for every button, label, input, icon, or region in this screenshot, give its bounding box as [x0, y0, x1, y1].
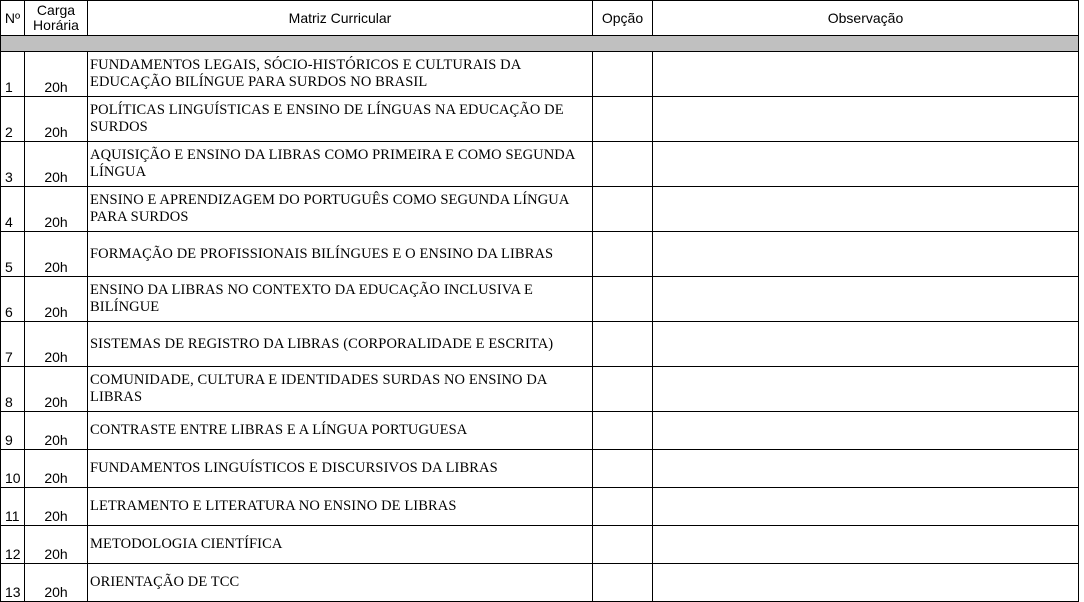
- row-observation-cell[interactable]: [653, 488, 1079, 526]
- table-row: [1, 367, 1079, 412]
- table-row: [1, 52, 1079, 97]
- row-subject: ENSINO DA LIBRAS NO CONTEXTO DA EDUCAÇÃO INCLUSIVA E BILÍNGUE: [88, 277, 593, 322]
- gray-separator-cell: [1, 36, 1079, 52]
- row-observation-cell[interactable]: [653, 232, 1079, 277]
- row-workload: 20h: [25, 367, 88, 412]
- row-workload: 20h: [25, 232, 88, 277]
- row-option-cell[interactable]: [593, 564, 653, 602]
- row-subject: ORIENTAÇÃO DE TCC: [88, 564, 593, 602]
- header-workload-line2: Horária: [33, 17, 79, 33]
- row-subject: AQUISIÇÃO E ENSINO DA LIBRAS COMO PRIMEIRA E COMO SEGUNDA LÍNGUA: [88, 142, 593, 187]
- row-number: 13: [1, 564, 25, 602]
- row-option-cell[interactable]: [593, 232, 653, 277]
- row-number: 5: [1, 232, 25, 277]
- table-row: [1, 97, 1079, 142]
- row-number: 1: [1, 52, 25, 97]
- row-observation-cell[interactable]: [653, 412, 1079, 450]
- row-workload: 20h: [25, 412, 88, 450]
- row-observation-cell[interactable]: [653, 142, 1079, 187]
- row-option-cell[interactable]: [593, 367, 653, 412]
- gray-separator-row: [1, 36, 1079, 52]
- row-subject: POLÍTICAS LINGUÍSTICAS E ENSINO DE LÍNGUAS NA EDUCAÇÃO DE SURDOS: [88, 97, 593, 142]
- row-workload: 20h: [25, 187, 88, 232]
- header-row: [1, 1, 1079, 36]
- header-workload: [25, 1, 88, 36]
- row-option-cell[interactable]: [593, 322, 653, 367]
- row-number: 11: [1, 488, 25, 526]
- row-number: 9: [1, 412, 25, 450]
- row-subject: COMUNIDADE, CULTURA E IDENTIDADES SURDAS NO ENSINO DA LIBRAS: [88, 367, 593, 412]
- row-workload: 20h: [25, 450, 88, 488]
- row-option-cell[interactable]: [593, 97, 653, 142]
- table-row: [1, 142, 1079, 187]
- row-workload: 20h: [25, 142, 88, 187]
- row-observation-cell[interactable]: [653, 564, 1079, 602]
- row-workload: 20h: [25, 488, 88, 526]
- table-row: [1, 412, 1079, 450]
- row-option-cell[interactable]: [593, 187, 653, 232]
- table-row: [1, 488, 1079, 526]
- header-observation: Observação: [653, 1, 1079, 36]
- row-observation-cell[interactable]: [653, 450, 1079, 488]
- table-row: [1, 232, 1079, 277]
- row-option-cell[interactable]: [593, 142, 653, 187]
- header-number: Nº: [1, 1, 25, 36]
- row-workload: 20h: [25, 97, 88, 142]
- header-workload-line1: Carga: [36, 2, 76, 18]
- row-option-cell[interactable]: [593, 488, 653, 526]
- row-workload: 20h: [25, 564, 88, 602]
- row-number: 8: [1, 367, 25, 412]
- row-workload: 20h: [25, 52, 88, 97]
- row-option-cell[interactable]: [593, 526, 653, 564]
- row-number: 3: [1, 142, 25, 187]
- row-number: 12: [1, 526, 25, 564]
- row-subject: FUNDAMENTOS LINGUÍSTICOS E DISCURSIVOS DA LIBRAS: [88, 450, 593, 488]
- row-observation-cell[interactable]: [653, 322, 1079, 367]
- row-observation-cell[interactable]: [653, 367, 1079, 412]
- table-row: [1, 450, 1079, 488]
- row-number: 2: [1, 97, 25, 142]
- row-subject: SISTEMAS DE REGISTRO DA LIBRAS (CORPORALIDADE E ESCRITA): [88, 322, 593, 367]
- row-subject: CONTRASTE ENTRE LIBRAS E A LÍNGUA PORTUGUESA: [88, 412, 593, 450]
- table-row: [1, 564, 1079, 602]
- row-option-cell[interactable]: [593, 450, 653, 488]
- header-curriculum: Matriz Curricular: [88, 1, 593, 36]
- row-workload: 20h: [25, 526, 88, 564]
- row-observation-cell[interactable]: [653, 187, 1079, 232]
- row-workload: 20h: [25, 322, 88, 367]
- row-subject: METODOLOGIA CIENTÍFICA: [88, 526, 593, 564]
- row-number: 10: [1, 450, 25, 488]
- row-observation-cell[interactable]: [653, 97, 1079, 142]
- row-observation-cell[interactable]: [653, 52, 1079, 97]
- table-row: [1, 277, 1079, 322]
- row-observation-cell[interactable]: [653, 277, 1079, 322]
- table-row: [1, 526, 1079, 564]
- row-subject: FORMAÇÃO DE PROFISSIONAIS BILÍNGUES E O ENSINO DA LIBRAS: [88, 232, 593, 277]
- row-option-cell[interactable]: [593, 277, 653, 322]
- table-row: [1, 322, 1079, 367]
- table-row: [1, 187, 1079, 232]
- row-number: 7: [1, 322, 25, 367]
- header-option: Opção: [593, 1, 653, 36]
- row-option-cell[interactable]: [593, 52, 653, 97]
- row-subject: FUNDAMENTOS LEGAIS, SÓCIO-HISTÓRICOS E CULTURAIS DA EDUCAÇÃO BILÍNGUE PARA SURDOS NO BRASIL: [88, 52, 593, 97]
- row-subject: ENSINO E APRENDIZAGEM DO PORTUGUÊS COMO SEGUNDA LÍNGUA PARA SURDOS: [88, 187, 593, 232]
- row-observation-cell[interactable]: [653, 526, 1079, 564]
- row-subject: LETRAMENTO E LITERATURA NO ENSINO DE LIBRAS: [88, 488, 593, 526]
- row-number: 6: [1, 277, 25, 322]
- row-number: 4: [1, 187, 25, 232]
- row-option-cell[interactable]: [593, 412, 653, 450]
- row-workload: 20h: [25, 277, 88, 322]
